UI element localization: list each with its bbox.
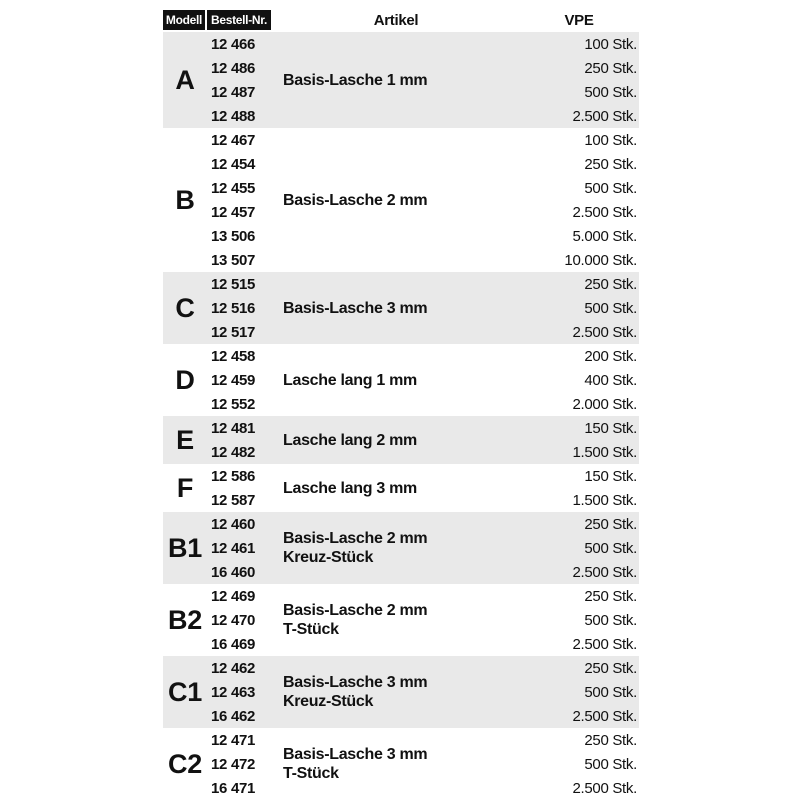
order-number: 13 506 xyxy=(211,227,256,245)
order-number: 16 471 xyxy=(211,779,256,797)
article-line: Kreuz-Stück xyxy=(283,549,374,566)
header-modell: Modell xyxy=(163,10,205,30)
article-label xyxy=(273,272,519,344)
model-group-C2 xyxy=(163,728,639,800)
article-label xyxy=(273,728,519,800)
order-number: 16 469 xyxy=(211,635,256,653)
order-number: 12 482 xyxy=(211,443,256,461)
model-label: D xyxy=(175,364,195,395)
order-number: 12 460 xyxy=(211,515,256,533)
order-number: 12 462 xyxy=(211,659,256,677)
model-group-F xyxy=(163,464,639,512)
article-line: Basis-Lasche 3 mm xyxy=(283,299,428,317)
vpe-value: 100 Stk. xyxy=(584,35,637,53)
model-group-C1 xyxy=(163,656,639,728)
vpe-value: 2.500 Stk. xyxy=(572,635,637,653)
article-label xyxy=(273,128,519,272)
article-label xyxy=(273,464,519,512)
order-number: 12 466 xyxy=(211,35,256,53)
vpe-value: 1.500 Stk. xyxy=(572,491,637,509)
order-number: 12 463 xyxy=(211,683,256,701)
order-number: 12 552 xyxy=(211,395,256,413)
order-number: 12 486 xyxy=(211,59,256,77)
order-number: 12 587 xyxy=(211,491,256,509)
model-group-B1 xyxy=(163,512,639,584)
order-number: 12 454 xyxy=(211,155,256,173)
model-label: C xyxy=(175,292,195,323)
model-group-E xyxy=(163,416,639,464)
vpe-value: 150 Stk. xyxy=(584,467,637,485)
order-number: 16 462 xyxy=(211,707,256,725)
vpe-value: 2.000 Stk. xyxy=(572,395,637,413)
order-number: 12 586 xyxy=(211,467,256,485)
article-line: T-Stück xyxy=(283,765,339,782)
article-line: Basis-Lasche 3 mm xyxy=(283,746,428,763)
vpe-value: 250 Stk. xyxy=(584,155,637,173)
order-number: 12 471 xyxy=(211,731,256,749)
model-label: A xyxy=(175,64,195,95)
vpe-value: 400 Stk. xyxy=(584,371,637,389)
article-line: Lasche lang 2 mm xyxy=(283,431,417,449)
order-number: 12 472 xyxy=(211,755,256,773)
order-number: 12 481 xyxy=(211,419,256,437)
vpe-value: 2.500 Stk. xyxy=(572,779,637,797)
header-bestellnr: Bestell-Nr. xyxy=(207,10,271,30)
article-label xyxy=(273,512,519,584)
order-number: 12 461 xyxy=(211,539,256,557)
article-line: Lasche lang 1 mm xyxy=(283,371,417,389)
vpe-value: 250 Stk. xyxy=(584,587,637,605)
vpe-value: 500 Stk. xyxy=(584,683,637,701)
vpe-value: 5.000 Stk. xyxy=(572,227,637,245)
article-line: Basis-Lasche 2 mm xyxy=(283,191,428,209)
article-label xyxy=(273,32,519,128)
order-number: 13 507 xyxy=(211,251,256,269)
order-number: 12 459 xyxy=(211,371,256,389)
article-line: Basis-Lasche 3 mm xyxy=(283,674,428,691)
model-group-A xyxy=(163,32,639,128)
vpe-value: 1.500 Stk. xyxy=(572,443,637,461)
vpe-value: 500 Stk. xyxy=(584,179,637,197)
order-number: 12 517 xyxy=(211,323,256,341)
order-number: 12 470 xyxy=(211,611,256,629)
model-label: C1 xyxy=(168,676,202,707)
product-table xyxy=(163,8,639,800)
order-number: 12 457 xyxy=(211,203,256,221)
order-number: 12 469 xyxy=(211,587,256,605)
vpe-value: 2.500 Stk. xyxy=(572,323,637,341)
model-label: B1 xyxy=(168,532,202,563)
article-line: T-Stück xyxy=(283,621,339,638)
model-group-C xyxy=(163,272,639,344)
model-label: B xyxy=(175,184,195,215)
model-group-B2 xyxy=(163,584,639,656)
vpe-value: 500 Stk. xyxy=(584,539,637,557)
header-artikel: Artikel xyxy=(373,11,419,29)
article-line: Basis-Lasche 1 mm xyxy=(283,71,428,89)
order-number: 16 460 xyxy=(211,563,256,581)
model-label: F xyxy=(176,472,194,503)
vpe-value: 2.500 Stk. xyxy=(572,107,637,125)
table-header-row xyxy=(163,8,639,32)
vpe-value: 500 Stk. xyxy=(584,611,637,629)
order-number: 12 515 xyxy=(211,275,256,293)
vpe-value: 250 Stk. xyxy=(584,59,637,77)
model-label: C2 xyxy=(168,748,202,779)
vpe-value: 200 Stk. xyxy=(584,347,637,365)
article-label xyxy=(273,656,519,728)
order-number: 12 488 xyxy=(211,107,256,125)
article-line: Basis-Lasche 2 mm xyxy=(283,602,428,619)
order-number: 12 455 xyxy=(211,179,256,197)
vpe-value: 250 Stk. xyxy=(584,275,637,293)
article-line: Kreuz-Stück xyxy=(283,693,374,710)
model-group-D xyxy=(163,344,639,416)
header-vpe: VPE xyxy=(564,11,594,29)
article-label xyxy=(273,344,519,416)
model-group-B xyxy=(163,128,639,272)
order-number: 12 467 xyxy=(211,131,256,149)
model-label: E xyxy=(176,424,194,455)
article-label xyxy=(273,416,519,464)
article-label xyxy=(273,584,519,656)
vpe-value: 500 Stk. xyxy=(584,299,637,317)
vpe-value: 500 Stk. xyxy=(584,83,637,101)
model-label: B2 xyxy=(168,604,202,635)
order-number: 12 487 xyxy=(211,83,256,101)
article-line: Lasche lang 3 mm xyxy=(283,479,417,497)
order-number: 12 516 xyxy=(211,299,256,317)
vpe-value: 250 Stk. xyxy=(584,731,637,749)
article-line: Basis-Lasche 2 mm xyxy=(283,530,428,547)
vpe-value: 2.500 Stk. xyxy=(572,203,637,221)
vpe-value: 10.000 Stk. xyxy=(564,251,637,269)
vpe-value: 100 Stk. xyxy=(584,131,637,149)
vpe-value: 500 Stk. xyxy=(584,755,637,773)
order-number: 12 458 xyxy=(211,347,256,365)
vpe-value: 2.500 Stk. xyxy=(572,563,637,581)
vpe-value: 250 Stk. xyxy=(584,515,637,533)
vpe-value: 2.500 Stk. xyxy=(572,707,637,725)
vpe-value: 150 Stk. xyxy=(584,419,637,437)
vpe-value: 250 Stk. xyxy=(584,659,637,677)
